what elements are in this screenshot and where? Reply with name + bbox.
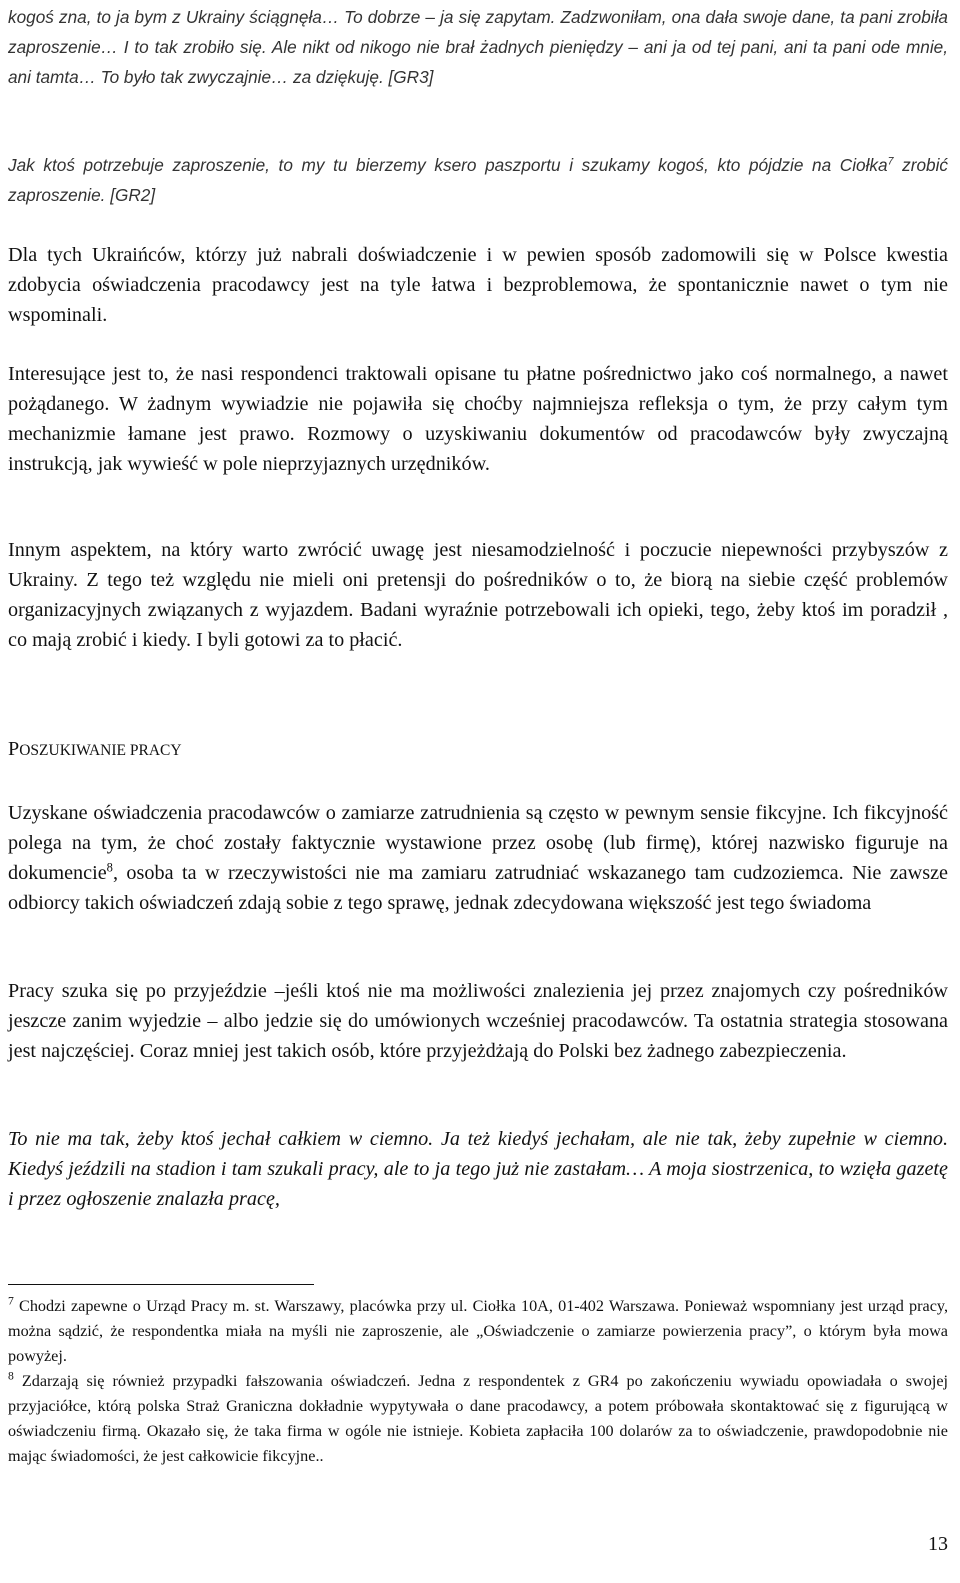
interview-quote-gr2	[8, 150, 948, 210]
paragraph-5: Pracy szuka się po przyjeździe –jeśli ktoś nie ma możliwości znalezienia jej przez znajomych czy pośredników jeszcze zanim wyjedzie – albo jedzie się do umówionych wcześniej pracodawców. Ta ostatnia strategia stosowana jest najczęściej. Coraz mniej jest takich osób, które przyjeżdżają do Polski bez żadnego zabezpieczenia.	[8, 980, 948, 1062]
paragraph-4-text: Uzyskane oświadczenia pracodawców o zamiarze zatrudnienia są często w pewnym sensie fikcyjne. Ich fikcyjność polega na tym, że choć zostały faktycznie wystawione przez osobę (lub firmę), której nazwisko figuruje na dokumencie	[8, 802, 948, 884]
paragraph-4-text-end: , osoba ta w rzeczywistości nie ma zamiaru zatrudniać wskazanego tam cudzoziemca. Nie zawsze odbiorcy takich oświadczeń zdają sobie z tego sprawę, jednak zdecydowana większość jest tego świadoma	[8, 862, 948, 914]
interview-quote-gr3: kogoś zna, to ja bym z Ukrainy ściągnęła… To dobrze – ja się zapytam. Zadzwoniłam, ona dała swoje dane, ta pani zrobiła zaproszenie… I to tak zrobiło się. Ale nikt od nikogo nie brał żadnych pieniędzy – ani ja od tej pani, ani ta pani ode mnie, ani tamta… To było tak zwyczajnie… za dziękuję. [GR3]	[8, 7, 948, 87]
footnote-7	[8, 1294, 948, 1369]
footnote-8	[8, 1369, 948, 1469]
section-heading	[8, 734, 948, 766]
footnotes	[8, 1294, 948, 1469]
paragraph-4	[8, 798, 948, 918]
footnote-separator	[8, 1284, 314, 1285]
footnote-number: 7	[8, 1294, 14, 1308]
paragraph-2: Interesujące jest to, że nasi respondenci traktowali opisane tu płatne pośrednictwo jako coś normalnego, a nawet pożądanego. W żadnym wywiadzie nie pojawiła się choćby najmniejsza refleksja o tym, że przy całym tym mechanizmie łamane jest prawo. Rozmowy o uzyskiwaniu dokumentów od pracodawców były zwyczajną instrukcją, jak wywieść w pole nieprzyjaznych urzędników.	[8, 363, 948, 475]
footnote-ref-7[interactable]: 7	[887, 155, 894, 168]
footnote-text: Zdarzają się również przypadki fałszowania oświadczeń. Jedna z respondentek z GR4 po zakończeniu wywiadu opowiadała o swojej przyjaciółce, którą polska Straż Graniczna dokładnie wypytywała o dane pracodawcy, a potem próbowała skontaktować się z figurującą w oświadczeniu firmą. Okazało się, że taka firma w ogóle nie istnieje. Kobieta zapłaciła 100 dolarów za to oświadczenie, prawdopodobnie nie mając świadomości, że jest całkowicie fikcyjne..	[8, 1372, 948, 1465]
footnote-ref-8[interactable]: 8	[106, 860, 113, 875]
heading-first-letter: P	[8, 738, 20, 760]
page-number: 13	[928, 1533, 948, 1555]
footnote-text: Chodzi zapewne o Urząd Pracy m. st. Warszawy, placówka przy ul. Ciołka 10A, 01-402 Warszawa. Ponieważ wspomniany jest urząd pracy, można sądzić, że respondentka miała na myśli nie zaproszenie, ale „Oświadczenie o zamiarze powierzenia pracy”, o którym była mowa powyżej.	[8, 1297, 948, 1365]
footnote-number: 8	[8, 1369, 14, 1383]
heading-small-caps: OSZUKIWANIE PRACY	[19, 742, 182, 759]
interview-quote-italic: To nie ma tak, żeby ktoś jechał całkiem w ciemno. Ja też kiedyś jechałam, ale nie tak, żeby zupełnie w ciemno. Kiedyś jeździli na stadion i tam szukali pracy, ale to ja tego już nie zastałam… A moja siostrzenica, to wzięła gazetę i przez ogłoszenie znalazła pracę,	[8, 1128, 948, 1210]
quote-text-end: zrobić zaproszenie. [GR2]	[8, 155, 949, 205]
quote-text: Jak ktoś potrzebuje zaproszenie, to my tu bierzemy ksero paszportu i szukamy kogoś, kto pójdzie na Ciołka	[8, 155, 888, 175]
paragraph-1: Dla tych Ukraińców, którzy już nabrali doświadczenie i w pewien sposób zadomowili się w Polsce kwestia zdobycia oświadczenia pracodawcy jest na tyle łatwa i bezproblemowa, że spontanicznie nawet o tym nie wspominali.	[8, 244, 948, 326]
paragraph-3: Innym aspektem, na który warto zwrócić uwagę jest niesamodzielność i poczucie niepewności przybyszów z Ukrainy. Z tego też względu nie mieli oni pretensji do pośredników o to, że biorą na siebie część problemów organizacyjnych związanych z wyjazdem. Badani wyraźnie potrzebowali ich opieki, tego, żeby ktoś im poradził , co mają zrobić i kiedy. I byli gotowi za to płacić.	[8, 539, 948, 651]
